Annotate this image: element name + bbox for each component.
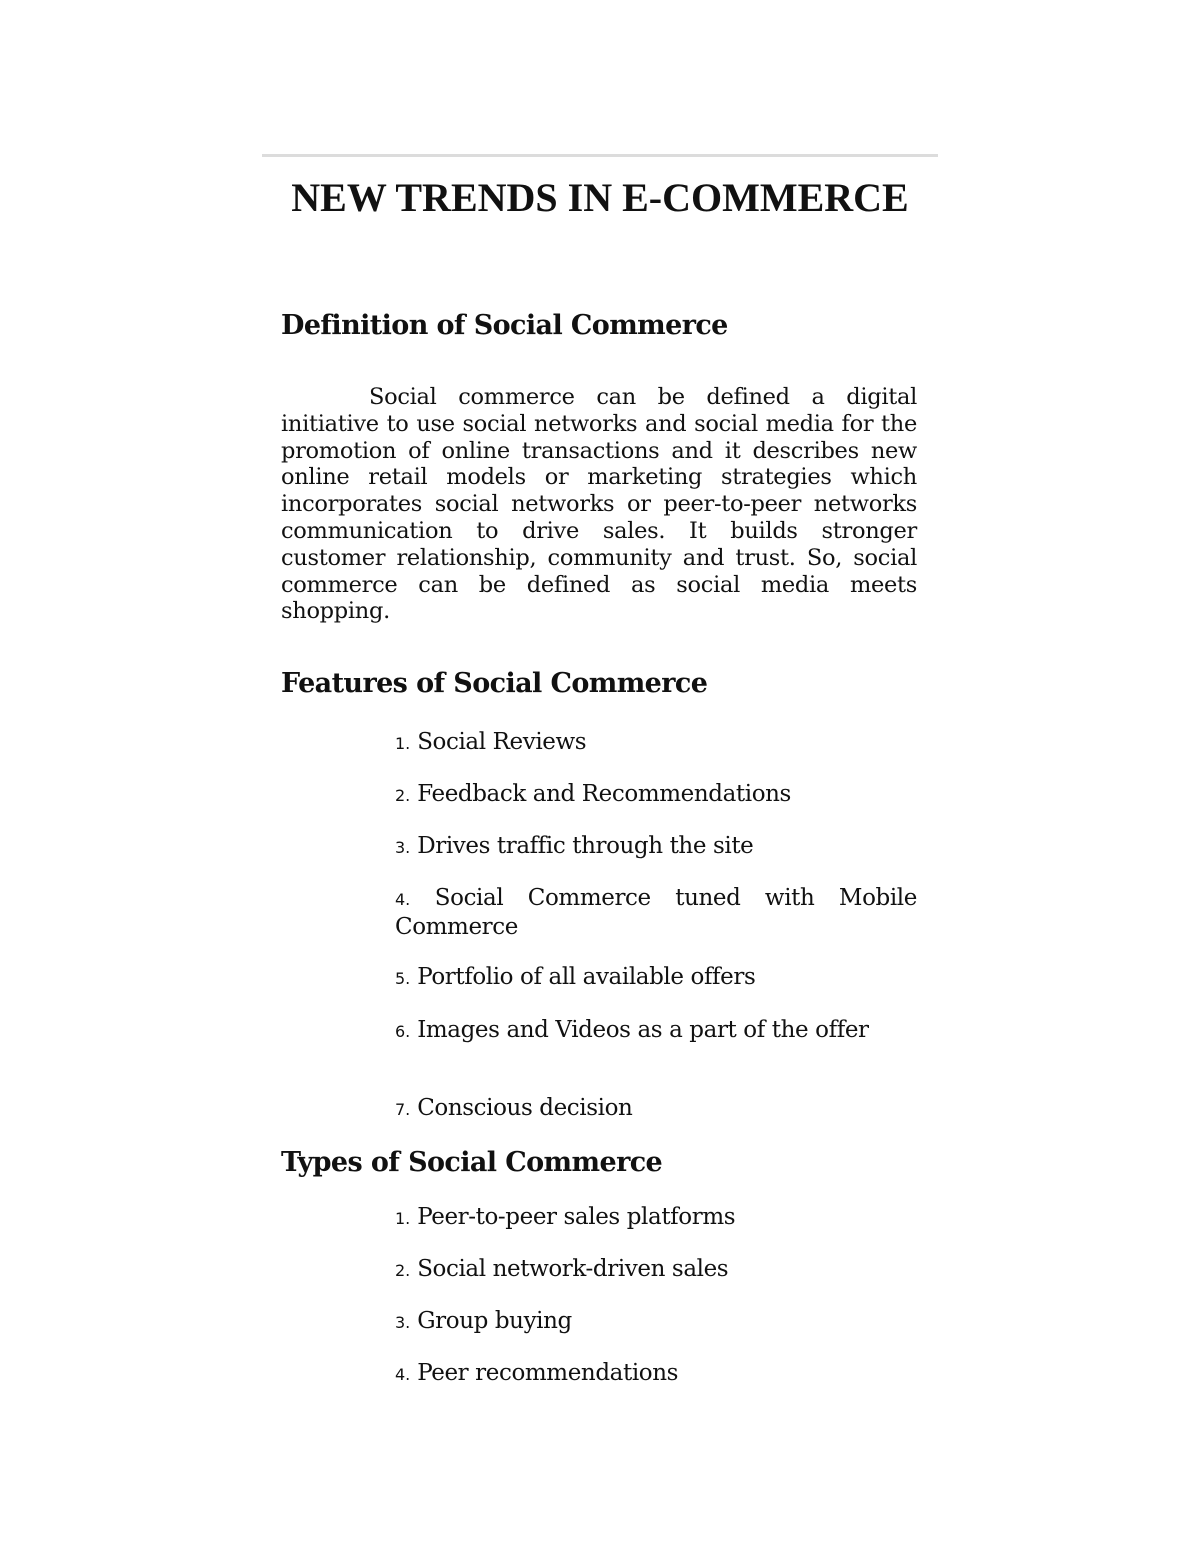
definition-paragraph: Social commerce can be defined a digital initiative to use social networks and social media for the promotion of online transactions and it describes new online retail models or marketing strategies which incorporates social networks or peer-to-peer networks communication to drive sales. It builds stronger customer relationship, community and trust. So, social commerce can be defined as social media meets shopping. — [281, 384, 917, 625]
feature-item — [395, 781, 917, 810]
type-item — [395, 1360, 917, 1389]
feature-item-text: Images and Videos as a part of the offer — [417, 1017, 869, 1043]
type-item-number: 4. — [395, 1365, 411, 1384]
definition-heading: Definition of Social Commerce — [281, 310, 728, 341]
feature-item-number: 7. — [395, 1100, 411, 1119]
features-heading: Features of Social Commerce — [281, 668, 708, 699]
feature-item-number: 4. — [395, 890, 411, 909]
type-item — [395, 1256, 917, 1285]
feature-item — [395, 964, 917, 993]
type-item-text: Peer recommendations — [417, 1360, 679, 1386]
feature-item — [395, 1017, 917, 1046]
feature-item-number: 6. — [395, 1022, 411, 1041]
feature-item — [395, 885, 917, 940]
feature-item-text: Conscious decision — [417, 1095, 633, 1121]
page-title: NEW TRENDS IN E-COMMERCE — [291, 175, 909, 220]
type-item-number: 3. — [395, 1313, 411, 1332]
type-item — [395, 1308, 917, 1337]
feature-item-number: 5. — [395, 969, 411, 988]
feature-item-text: Drives traffic through the site — [417, 833, 754, 859]
types-heading: Types of Social Commerce — [281, 1147, 663, 1178]
type-item — [395, 1204, 917, 1233]
feature-item-number: 2. — [395, 786, 411, 805]
type-item-text: Social network-driven sales — [417, 1256, 729, 1282]
feature-item-text: Feedback and Recommendations — [417, 781, 791, 807]
feature-item — [395, 1095, 917, 1124]
feature-item-text: Social Commerce tuned with Mobile Commerce — [395, 885, 917, 940]
feature-item — [395, 833, 917, 862]
feature-item-text: Portfolio of all available offers — [417, 964, 756, 990]
feature-item-text: Social Reviews — [417, 729, 587, 755]
type-item-text: Peer-to-peer sales platforms — [417, 1204, 736, 1230]
top-divider — [262, 154, 938, 157]
type-item-text: Group buying — [417, 1308, 572, 1334]
feature-item-number: 3. — [395, 838, 411, 857]
feature-item — [395, 729, 917, 758]
feature-item-number: 1. — [395, 734, 411, 753]
type-item-number: 2. — [395, 1261, 411, 1280]
type-item-number: 1. — [395, 1209, 411, 1228]
